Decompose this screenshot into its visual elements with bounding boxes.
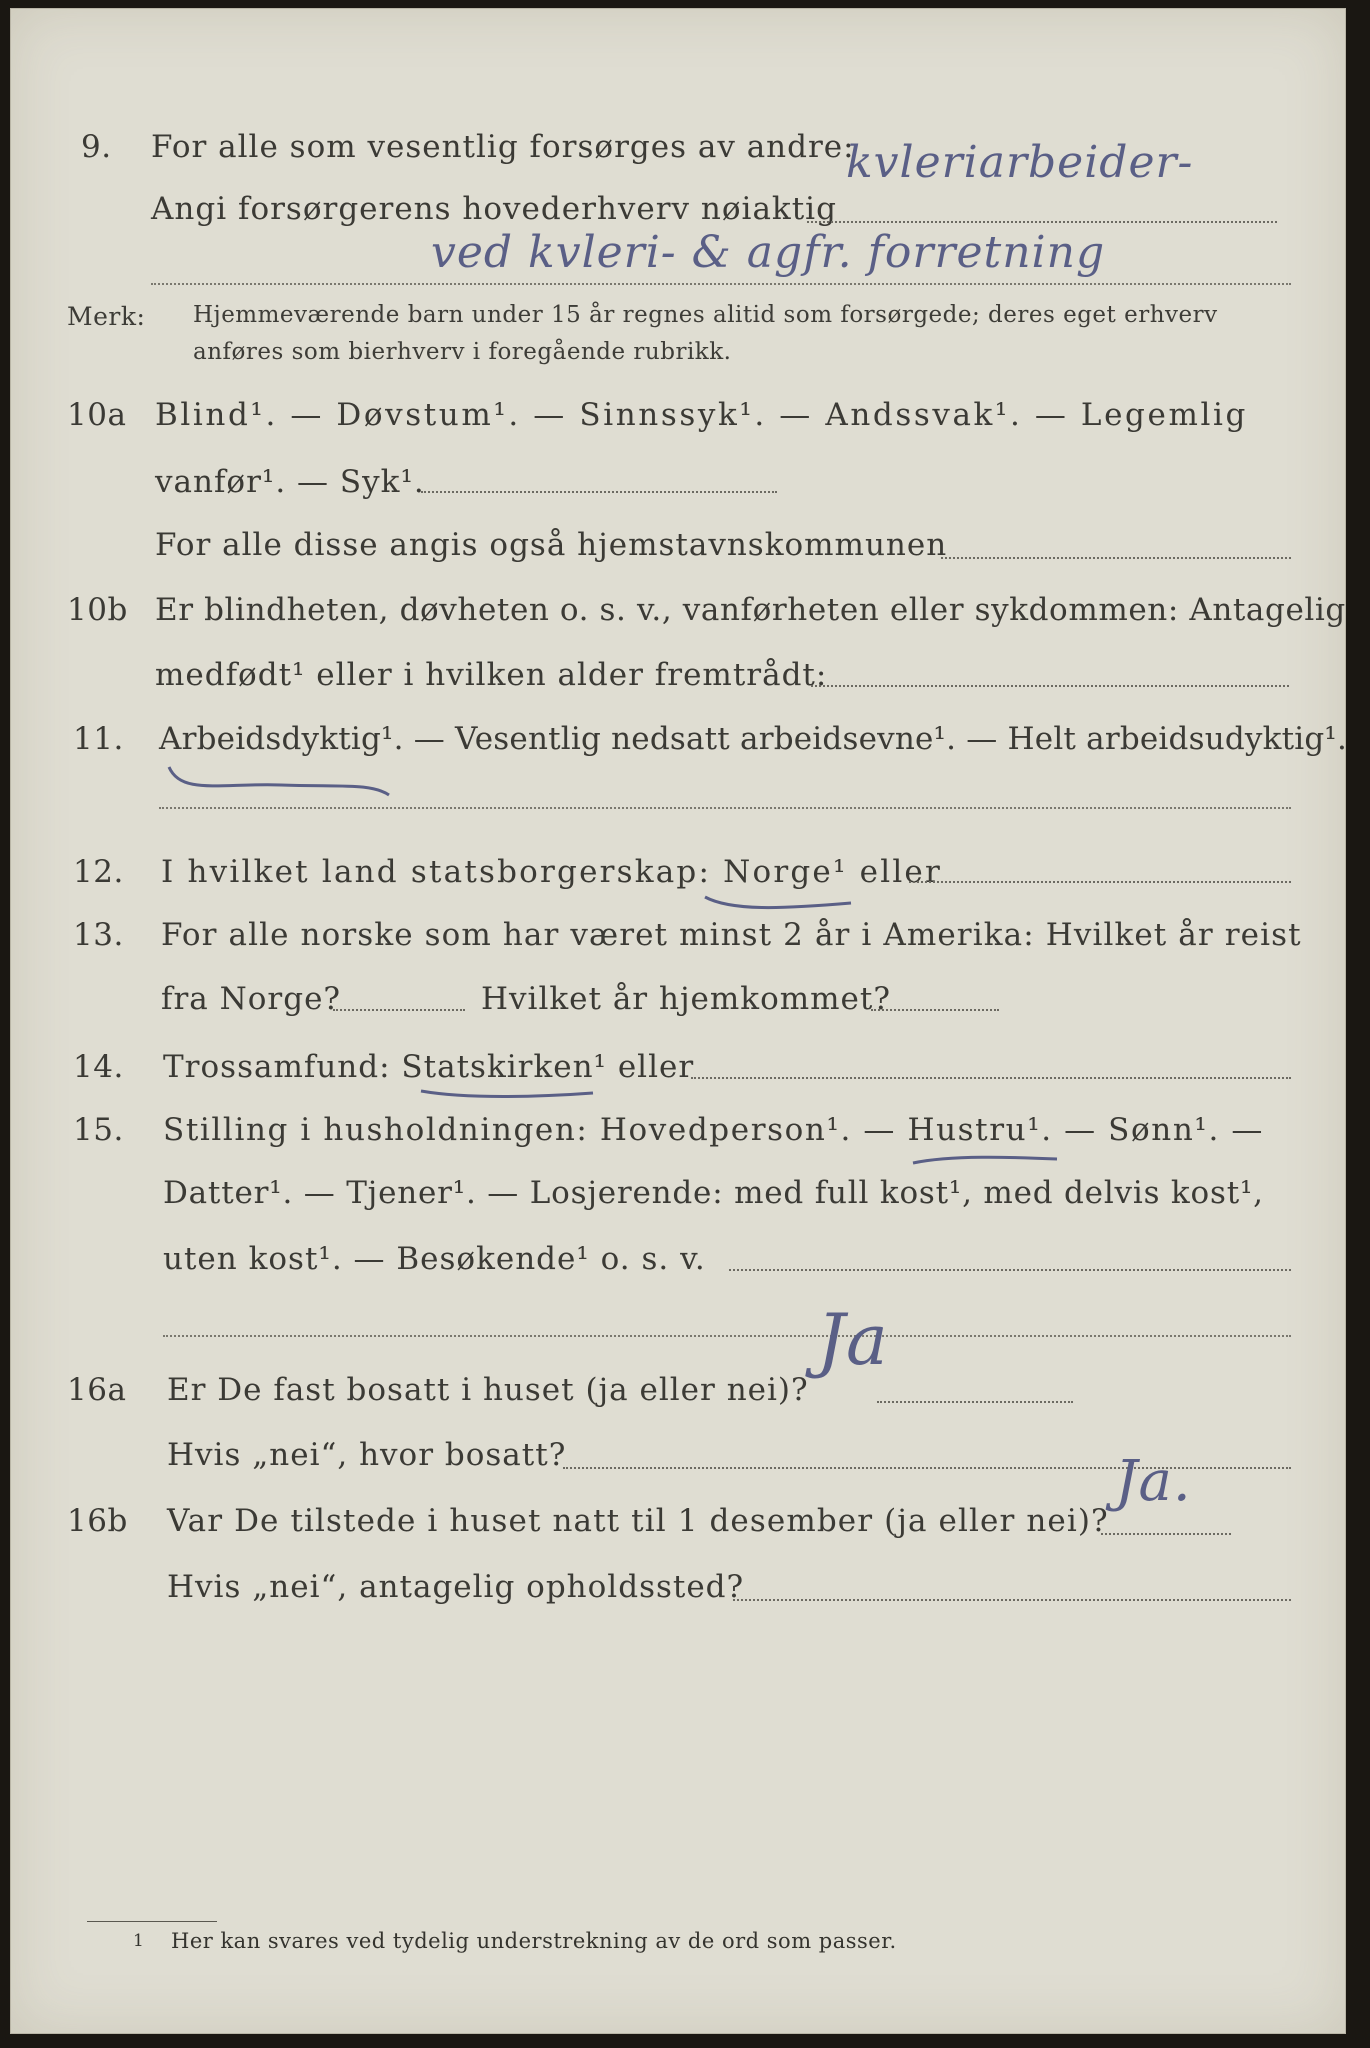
question-16a bbox=[11, 1372, 1345, 1432]
question-number: 11. bbox=[73, 721, 124, 757]
handwritten-answer: Ja. bbox=[1115, 1449, 1192, 1514]
handwritten-answer: ved kvleri- & agfr. forretning bbox=[431, 227, 1106, 278]
question-15 bbox=[11, 1112, 1345, 1172]
answer-line bbox=[151, 283, 1291, 285]
question-number: 15. bbox=[73, 1112, 124, 1148]
answer-line bbox=[807, 221, 1277, 223]
question-text: For alle som vesentlig forsørges av andre: bbox=[151, 129, 855, 165]
question-text: Arbeidsdyktig¹. — Vesentlig nedsatt arbeidsevne¹. — Helt arbeidsudyktig¹. bbox=[159, 721, 1348, 757]
question-text: For alle disse angis også hjemstavnskommunen bbox=[155, 527, 948, 563]
question-text: Hvilket år hjemkommet? bbox=[481, 981, 891, 1017]
question-12 bbox=[11, 854, 1345, 914]
question-text: For alle norske som har været minst 2 år i Amerika: Hvilket år reist bbox=[161, 917, 1302, 953]
question-number: 14. bbox=[73, 1049, 124, 1085]
answer-line bbox=[871, 1009, 999, 1011]
handwritten-underline bbox=[701, 889, 861, 919]
question-text: medfødt¹ eller i hvilken alder fremtrådt: bbox=[155, 657, 828, 693]
answer-line bbox=[729, 1269, 1291, 1271]
handwritten-answer: Ja bbox=[817, 1299, 889, 1381]
question-10a-line-2 bbox=[11, 464, 1345, 524]
question-14 bbox=[11, 1049, 1345, 1109]
question-number: 16b bbox=[67, 1503, 128, 1539]
handwritten-underline bbox=[161, 761, 401, 801]
handwritten-underline bbox=[417, 1081, 597, 1105]
question-text: Stilling i husholdningen: Hovedperson¹. — Hustru¹. — Sønn¹. — bbox=[163, 1112, 1264, 1148]
question-text: Er De fast bosatt i huset (ja eller nei)? bbox=[167, 1372, 809, 1408]
note-text: anføres som bierhverv i foregående rubrikk. bbox=[193, 339, 732, 365]
answer-line bbox=[333, 1009, 465, 1011]
question-13-line-2 bbox=[11, 981, 1345, 1041]
question-text: uten kost¹. — Besøkende¹ o. s. v. bbox=[163, 1241, 706, 1277]
question-text: Er blindheten, døvheten o. s. v., vanførheten eller sykdommen: Antagelig bbox=[155, 592, 1346, 628]
question-text: Blind¹. — Døvstum¹. — Sinnssyk¹. — Andssvak¹. — Legemlig bbox=[155, 397, 1248, 433]
question-10b-line-2 bbox=[11, 657, 1345, 717]
question-text: Datter¹. — Tjener¹. — Losjerende: med full kost¹, med delvis kost¹, bbox=[163, 1175, 1264, 1211]
question-15-line-2 bbox=[11, 1175, 1345, 1235]
handwritten-answer: kvleriarbeider- bbox=[846, 137, 1194, 188]
question-text: Hvis „nei“, hvor bosatt? bbox=[167, 1437, 567, 1473]
question-15-line-3 bbox=[11, 1241, 1345, 1301]
question-number: 10a bbox=[67, 397, 127, 433]
question-text: fra Norge? bbox=[161, 981, 342, 1017]
question-text: Hvis „nei“, antagelig opholdssted? bbox=[167, 1569, 745, 1605]
answer-line bbox=[159, 807, 1291, 809]
question-10b bbox=[11, 592, 1345, 652]
census-form-page bbox=[10, 8, 1346, 2034]
answer-line bbox=[163, 1335, 1291, 1337]
question-text: Trossamfund: Statskirken¹ eller bbox=[163, 1049, 695, 1085]
question-number: 9. bbox=[81, 129, 112, 165]
answer-line bbox=[811, 685, 1289, 687]
question-text: Angi forsørgerens hovederhverv nøiaktig bbox=[151, 191, 837, 227]
question-text: Var De tilstede i huset natt til 1 desember (ja eller nei)? bbox=[167, 1503, 1109, 1539]
note-label: Merk: bbox=[67, 302, 146, 331]
question-10a bbox=[11, 397, 1345, 457]
question-number: 12. bbox=[73, 854, 124, 890]
question-number: 16a bbox=[67, 1372, 127, 1408]
footnote-rule bbox=[87, 1921, 217, 1922]
answer-line bbox=[877, 1401, 1073, 1403]
question-13 bbox=[11, 917, 1345, 977]
note-text: Hjemmeværende barn under 15 år regnes alitid som forsørgede; deres eget erhverv bbox=[193, 302, 1218, 328]
answer-line bbox=[421, 491, 777, 493]
footnote-text: Her kan svares ved tydelig understrekning av de ord som passer. bbox=[171, 1929, 897, 1953]
answer-line bbox=[941, 557, 1291, 559]
question-text: I hvilket land statsborgerskap: Norge¹ eller bbox=[161, 854, 942, 890]
answer-line bbox=[733, 1599, 1291, 1601]
footnote-mark: 1 bbox=[133, 1931, 145, 1951]
question-number: 13. bbox=[73, 917, 124, 953]
handwritten-underline bbox=[911, 1149, 1061, 1173]
question-number: 10b bbox=[67, 592, 128, 628]
answer-line bbox=[1101, 1533, 1231, 1535]
answer-line bbox=[909, 881, 1291, 883]
answer-line bbox=[691, 1077, 1291, 1079]
question-text: vanfør¹. — Syk¹. bbox=[155, 464, 425, 500]
